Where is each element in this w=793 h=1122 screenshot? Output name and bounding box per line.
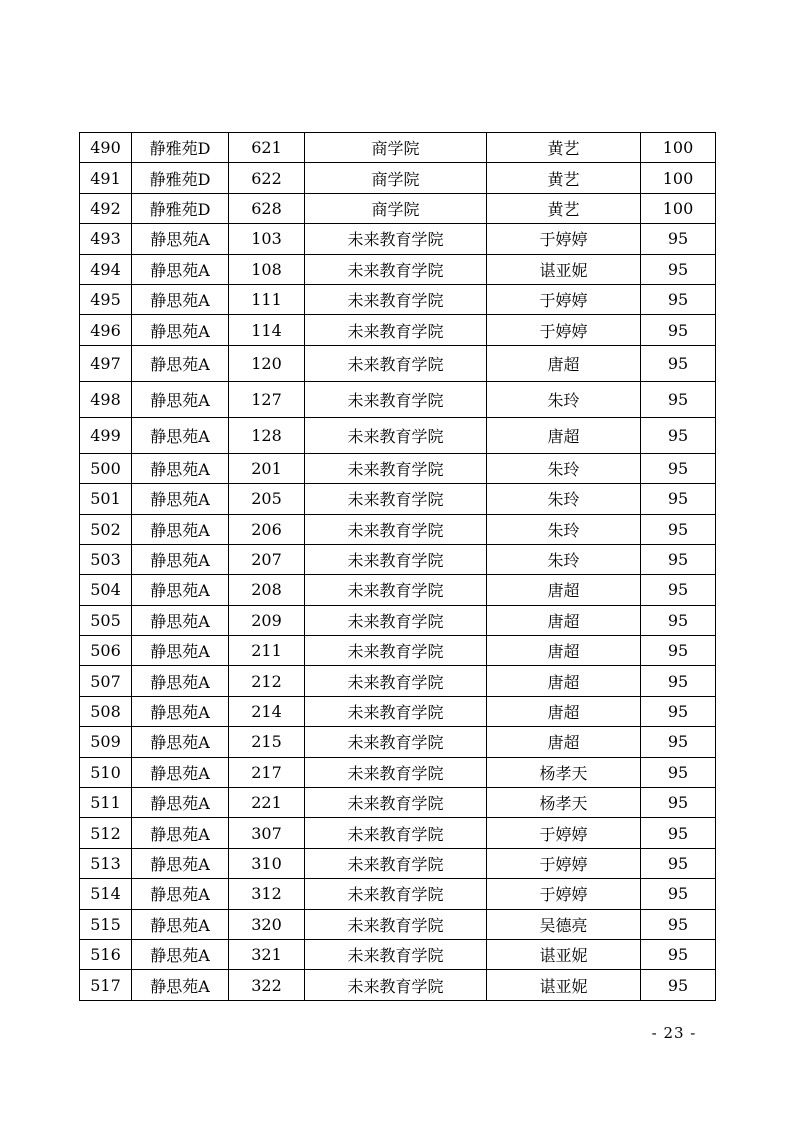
cell-college: 未来教育学院 <box>305 909 487 939</box>
cell-row-index: 511 <box>80 788 132 818</box>
cell-counselor: 于婷婷 <box>487 284 641 314</box>
cell-college: 未来教育学院 <box>305 818 487 848</box>
cell-college: 未来教育学院 <box>305 417 487 453</box>
cell-counselor: 于婷婷 <box>487 879 641 909</box>
cell-college: 未来教育学院 <box>305 605 487 635</box>
cell-counselor: 唐超 <box>487 345 641 381</box>
cell-college: 未来教育学院 <box>305 848 487 878</box>
cell-counselor: 杨孝天 <box>487 757 641 787</box>
cell-score: 100 <box>641 163 716 193</box>
cell-score: 95 <box>641 544 716 574</box>
cell-counselor: 朱玲 <box>487 381 641 417</box>
table-row <box>80 284 716 314</box>
cell-room-number: 321 <box>229 939 305 969</box>
cell-building: 静思苑A <box>132 666 229 696</box>
table-row <box>80 788 716 818</box>
cell-college: 未来教育学院 <box>305 970 487 1000</box>
table-row <box>80 605 716 635</box>
cell-counselor: 于婷婷 <box>487 848 641 878</box>
cell-counselor: 于婷婷 <box>487 818 641 848</box>
cell-room-number: 209 <box>229 605 305 635</box>
cell-row-index: 502 <box>80 514 132 544</box>
cell-row-index: 509 <box>80 727 132 757</box>
cell-score: 95 <box>641 970 716 1000</box>
table-row <box>80 544 716 574</box>
cell-row-index: 491 <box>80 163 132 193</box>
cell-room-number: 205 <box>229 484 305 514</box>
cell-counselor: 黄艺 <box>487 133 641 163</box>
cell-row-index: 510 <box>80 757 132 787</box>
cell-room-number: 108 <box>229 254 305 284</box>
cell-college: 未来教育学院 <box>305 575 487 605</box>
cell-room-number: 127 <box>229 381 305 417</box>
cell-building: 静思苑A <box>132 970 229 1000</box>
cell-counselor: 杨孝天 <box>487 788 641 818</box>
table-row <box>80 133 716 163</box>
cell-score: 95 <box>641 788 716 818</box>
cell-counselor: 朱玲 <box>487 453 641 483</box>
cell-score: 95 <box>641 315 716 345</box>
cell-row-index: 492 <box>80 193 132 223</box>
cell-row-index: 495 <box>80 284 132 314</box>
cell-room-number: 312 <box>229 879 305 909</box>
cell-counselor: 谌亚妮 <box>487 970 641 1000</box>
cell-counselor: 唐超 <box>487 636 641 666</box>
cell-building: 静思苑A <box>132 381 229 417</box>
cell-room-number: 214 <box>229 696 305 726</box>
cell-row-index: 500 <box>80 453 132 483</box>
cell-counselor: 吴德亮 <box>487 909 641 939</box>
cell-counselor: 唐超 <box>487 605 641 635</box>
cell-score: 95 <box>641 909 716 939</box>
cell-room-number: 621 <box>229 133 305 163</box>
cell-score: 95 <box>641 484 716 514</box>
table-row <box>80 818 716 848</box>
table-row <box>80 970 716 1000</box>
cell-row-index: 497 <box>80 345 132 381</box>
cell-room-number: 206 <box>229 514 305 544</box>
table-row <box>80 575 716 605</box>
cell-counselor: 唐超 <box>487 575 641 605</box>
cell-college: 未来教育学院 <box>305 254 487 284</box>
cell-counselor: 朱玲 <box>487 484 641 514</box>
cell-score: 95 <box>641 453 716 483</box>
cell-room-number: 207 <box>229 544 305 574</box>
cell-score: 95 <box>641 381 716 417</box>
cell-row-index: 496 <box>80 315 132 345</box>
cell-building: 静雅苑D <box>132 163 229 193</box>
cell-room-number: 217 <box>229 757 305 787</box>
cell-building: 静思苑A <box>132 879 229 909</box>
cell-college: 未来教育学院 <box>305 224 487 254</box>
cell-counselor: 谌亚妮 <box>487 939 641 969</box>
cell-score: 95 <box>641 224 716 254</box>
table-row <box>80 939 716 969</box>
cell-building: 静思苑A <box>132 848 229 878</box>
cell-college: 未来教育学院 <box>305 879 487 909</box>
cell-room-number: 103 <box>229 224 305 254</box>
cell-building: 静思苑A <box>132 417 229 453</box>
cell-score: 95 <box>641 666 716 696</box>
table-row <box>80 727 716 757</box>
cell-row-index: 517 <box>80 970 132 1000</box>
cell-room-number: 628 <box>229 193 305 223</box>
cell-college: 未来教育学院 <box>305 484 487 514</box>
cell-college: 未来教育学院 <box>305 727 487 757</box>
cell-row-index: 501 <box>80 484 132 514</box>
cell-score: 95 <box>641 848 716 878</box>
table-row <box>80 848 716 878</box>
cell-college: 未来教育学院 <box>305 544 487 574</box>
cell-building: 静思苑A <box>132 696 229 726</box>
table-row <box>80 666 716 696</box>
page-number: - 23 - <box>651 1024 697 1042</box>
cell-row-index: 503 <box>80 544 132 574</box>
cell-counselor: 谌亚妮 <box>487 254 641 284</box>
table-row <box>80 453 716 483</box>
cell-score: 95 <box>641 636 716 666</box>
cell-room-number: 201 <box>229 453 305 483</box>
cell-counselor: 黄艺 <box>487 193 641 223</box>
cell-college: 未来教育学院 <box>305 284 487 314</box>
cell-college: 未来教育学院 <box>305 788 487 818</box>
cell-score: 95 <box>641 939 716 969</box>
cell-college: 未来教育学院 <box>305 315 487 345</box>
cell-room-number: 114 <box>229 315 305 345</box>
cell-room-number: 307 <box>229 818 305 848</box>
cell-row-index: 490 <box>80 133 132 163</box>
cell-counselor: 唐超 <box>487 417 641 453</box>
cell-college: 商学院 <box>305 193 487 223</box>
cell-college: 商学院 <box>305 163 487 193</box>
cell-building: 静思苑A <box>132 605 229 635</box>
table-row <box>80 636 716 666</box>
cell-building: 静思苑A <box>132 788 229 818</box>
cell-room-number: 322 <box>229 970 305 1000</box>
cell-building: 静雅苑D <box>132 133 229 163</box>
cell-counselor: 唐超 <box>487 666 641 696</box>
table-row <box>80 757 716 787</box>
cell-building: 静雅苑D <box>132 193 229 223</box>
table-row <box>80 163 716 193</box>
cell-row-index: 514 <box>80 879 132 909</box>
cell-score: 95 <box>641 284 716 314</box>
cell-score: 100 <box>641 193 716 223</box>
cell-counselor: 于婷婷 <box>487 315 641 345</box>
table-row <box>80 417 716 453</box>
cell-college: 未来教育学院 <box>305 636 487 666</box>
cell-building: 静思苑A <box>132 636 229 666</box>
cell-score: 95 <box>641 879 716 909</box>
dormitory-score-table <box>79 132 716 1001</box>
cell-building: 静思苑A <box>132 254 229 284</box>
cell-row-index: 505 <box>80 605 132 635</box>
table-row <box>80 224 716 254</box>
table-row <box>80 254 716 284</box>
cell-score: 95 <box>641 514 716 544</box>
cell-building: 静思苑A <box>132 757 229 787</box>
cell-score: 95 <box>641 818 716 848</box>
cell-row-index: 499 <box>80 417 132 453</box>
cell-room-number: 120 <box>229 345 305 381</box>
table-row <box>80 315 716 345</box>
cell-college: 商学院 <box>305 133 487 163</box>
cell-room-number: 221 <box>229 788 305 818</box>
table-row <box>80 514 716 544</box>
cell-college: 未来教育学院 <box>305 666 487 696</box>
cell-score: 95 <box>641 254 716 284</box>
cell-building: 静思苑A <box>132 315 229 345</box>
cell-counselor: 朱玲 <box>487 544 641 574</box>
cell-row-index: 508 <box>80 696 132 726</box>
cell-building: 静思苑A <box>132 514 229 544</box>
cell-score: 95 <box>641 575 716 605</box>
table-row <box>80 381 716 417</box>
cell-building: 静思苑A <box>132 345 229 381</box>
cell-college: 未来教育学院 <box>305 696 487 726</box>
cell-building: 静思苑A <box>132 818 229 848</box>
cell-counselor: 于婷婷 <box>487 224 641 254</box>
cell-counselor: 唐超 <box>487 727 641 757</box>
cell-row-index: 494 <box>80 254 132 284</box>
cell-score: 95 <box>641 345 716 381</box>
cell-counselor: 黄艺 <box>487 163 641 193</box>
table-row <box>80 909 716 939</box>
cell-score: 95 <box>641 605 716 635</box>
cell-building: 静思苑A <box>132 453 229 483</box>
table-row <box>80 345 716 381</box>
cell-college: 未来教育学院 <box>305 381 487 417</box>
cell-room-number: 211 <box>229 636 305 666</box>
cell-college: 未来教育学院 <box>305 939 487 969</box>
cell-room-number: 215 <box>229 727 305 757</box>
cell-college: 未来教育学院 <box>305 345 487 381</box>
cell-row-index: 504 <box>80 575 132 605</box>
cell-counselor: 唐超 <box>487 696 641 726</box>
cell-room-number: 111 <box>229 284 305 314</box>
cell-score: 95 <box>641 727 716 757</box>
cell-score: 95 <box>641 417 716 453</box>
cell-score: 95 <box>641 757 716 787</box>
cell-building: 静思苑A <box>132 939 229 969</box>
cell-room-number: 212 <box>229 666 305 696</box>
table-row <box>80 879 716 909</box>
table-row <box>80 193 716 223</box>
cell-room-number: 320 <box>229 909 305 939</box>
cell-row-index: 498 <box>80 381 132 417</box>
cell-building: 静思苑A <box>132 575 229 605</box>
cell-room-number: 622 <box>229 163 305 193</box>
cell-row-index: 506 <box>80 636 132 666</box>
cell-room-number: 128 <box>229 417 305 453</box>
cell-counselor: 朱玲 <box>487 514 641 544</box>
table-body <box>80 133 716 1001</box>
cell-college: 未来教育学院 <box>305 757 487 787</box>
cell-row-index: 512 <box>80 818 132 848</box>
cell-building: 静思苑A <box>132 909 229 939</box>
cell-college: 未来教育学院 <box>305 453 487 483</box>
cell-row-index: 516 <box>80 939 132 969</box>
cell-room-number: 310 <box>229 848 305 878</box>
cell-row-index: 513 <box>80 848 132 878</box>
cell-row-index: 507 <box>80 666 132 696</box>
cell-score: 95 <box>641 696 716 726</box>
cell-building: 静思苑A <box>132 727 229 757</box>
cell-building: 静思苑A <box>132 484 229 514</box>
cell-building: 静思苑A <box>132 224 229 254</box>
cell-room-number: 208 <box>229 575 305 605</box>
cell-score: 100 <box>641 133 716 163</box>
cell-row-index: 493 <box>80 224 132 254</box>
cell-building: 静思苑A <box>132 544 229 574</box>
cell-building: 静思苑A <box>132 284 229 314</box>
table-row <box>80 484 716 514</box>
table-row <box>80 696 716 726</box>
cell-row-index: 515 <box>80 909 132 939</box>
cell-college: 未来教育学院 <box>305 514 487 544</box>
